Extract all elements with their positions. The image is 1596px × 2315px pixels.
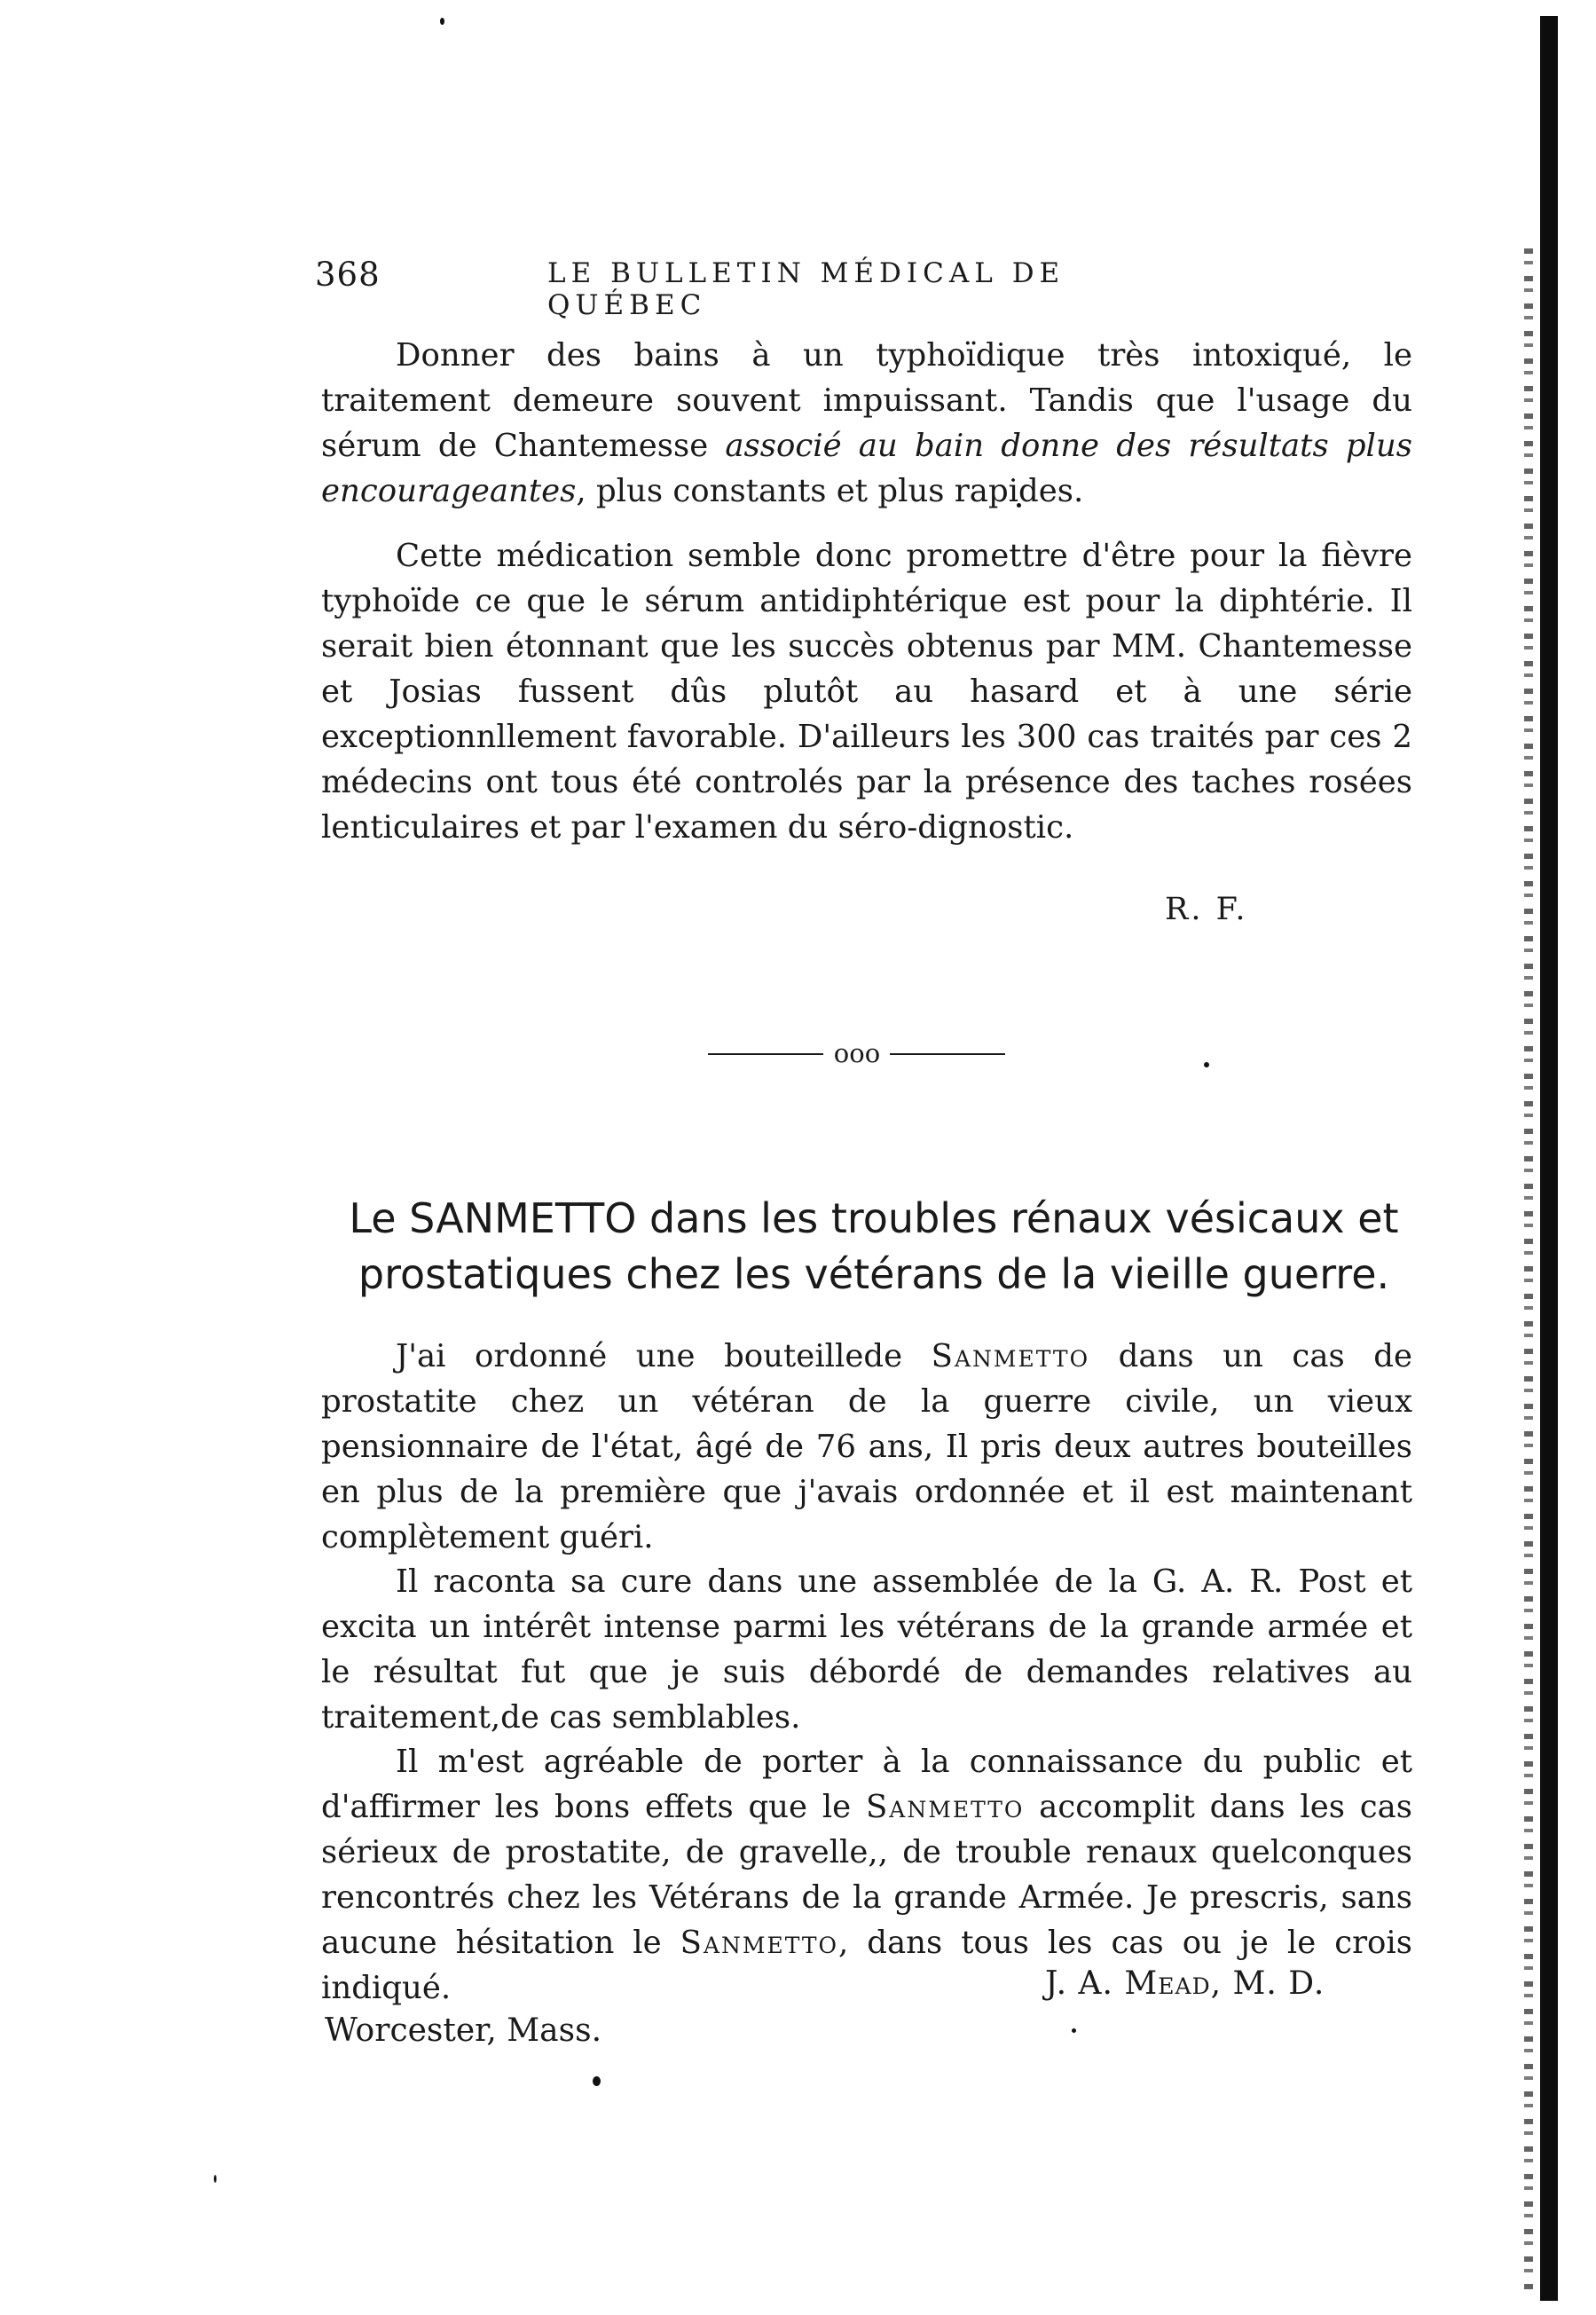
article2-p3-text-end: , dans tous les cas ou je le crois indiqué. <box>321 1925 1412 2006</box>
article1-paragraph-2: Cette médication semble donc promettre d'être pour la fièvre typhoïde ce que le sérum antidiphtérique est pour la diphtérie. Il serait bien étonnant que les succès obtenus par MM. Chantemesse et Josias fussent dûs plutôt au hasard et à une série exceptionnllement favorable. D'ailleurs les 300 cas traités par ces 2 médecins ont tous été controlés par la présence des taches rosées lenticulaires et par l'examen du séro-dignostic. <box>321 538 1412 846</box>
divider-rule-right <box>890 1053 1005 1055</box>
scan-speck <box>440 18 444 25</box>
article2-paragraph-1 <box>321 1334 1412 1560</box>
scan-speck <box>593 2076 601 2086</box>
page-header <box>315 256 1211 321</box>
article1-paragraph-1 <box>321 333 1412 514</box>
section-divider <box>708 1040 1005 1067</box>
scan-speck <box>1204 1062 1209 1067</box>
article1-p1-text: Donner des bains à un typhoïdique très intoxiqué, le traitement demeure souvent impuissant. Tandis que l'usage du sérum de Chantemesse <box>321 337 1412 464</box>
author-location: Worcester, Mass. <box>325 2012 602 2049</box>
product-name: Sanmetto <box>680 1925 839 1961</box>
article2-p3-text-mid: accomplit dans les cas sérieux de prostatite, de gravelle,, de trouble renaux quelconques rencontrés chez les Vétérans de la grande Armée. Je prescris, sans aucune hésitation le <box>321 1789 1413 1961</box>
article2-paragraph-2: Il raconta sa cure dans une assemblée de la G. A. R. Post et excita un intérêt intense parmi les vétérans de la grande armée et le résultat fut que je suis débordé de demandes relatives au traitement,de cas semblables. <box>321 1563 1412 1736</box>
product-name: Sanmetto <box>865 1789 1025 1825</box>
scan-edge <box>1540 16 1558 2301</box>
page-number: 368 <box>315 256 381 294</box>
divider-rule-left <box>708 1053 823 1055</box>
scan-edge-texture <box>1524 248 1533 2289</box>
article1-p1-text-end: , plus constants et plus rapides. <box>576 473 1084 509</box>
article2-p1-text-end: dans un cas de prostatite chez un vétéran de la guerre civile, un vieux pensionnaire de l'état, âgé de 76 ans, Il pris deux autres bouteilles en plus de la première que j'avais ordonnée et il est maintenant complètement guéri. <box>321 1338 1412 1555</box>
article2-p3-text: Il m'est agréable de porter à la connaissance du public et d'affirmer les bons effets que le <box>321 1744 1412 1825</box>
divider-ornament: ooo <box>833 1038 881 1068</box>
scan-speck <box>1072 2028 1076 2033</box>
product-name: Sanmetto <box>931 1338 1090 1374</box>
article-title: Le SANMETTO dans les troubles rénaux vésicaux et prostatiques chez les vétérans de la vieille guerre. <box>349 1194 1399 1298</box>
running-title: LE BULLETIN MÉDICAL DE QUÉBEC <box>547 257 1065 321</box>
article2-p1-text: J'ai ordonné une bouteillede <box>396 1338 932 1374</box>
author-signature: J. A. Mead, M. D. <box>1045 1965 1325 2002</box>
scan-speck <box>214 2175 216 2183</box>
article1-signature: R. F. <box>1165 892 1248 927</box>
article1-p1-italic: associé au bain donne des résultats plus encourageantes <box>321 428 1412 509</box>
